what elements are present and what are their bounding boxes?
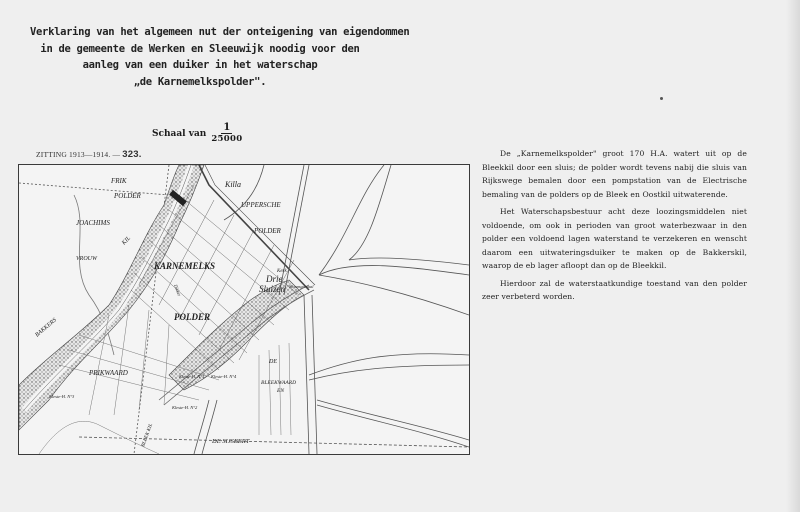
scale-label: Schaal van (152, 128, 207, 139)
sijsbert-boundary (79, 437, 469, 447)
map-drawing (19, 165, 469, 454)
bleek-kil-south (194, 400, 217, 454)
map-label-drie: Drie (266, 274, 283, 284)
page-gutter-shadow (786, 0, 800, 512)
session-reference (36, 149, 142, 160)
session-number: 323. (122, 149, 142, 160)
paragraph: Hierdoor zal de waterstaatkundige toestand van den polder zeer verbeterd worden. (482, 278, 747, 301)
scale-fraction (211, 122, 242, 145)
map-label-uppersche-polder: POLDER (254, 227, 281, 235)
map-label-polder: POLDER (174, 312, 210, 322)
map-label-prikwaard: PRIKWAARD (89, 369, 128, 377)
title-line: Verklaring van het algemeen nut der onteigening van eigendommen (30, 26, 410, 38)
map-label-vrouw: VROUW (76, 256, 97, 262)
map-label-frik-polder: POLDER (114, 192, 141, 200)
scale-denominator: 25000 (211, 134, 243, 144)
title-line: aanleg van een duiker in het waterschap (82, 59, 318, 71)
map-label-frik: FRIK (111, 177, 127, 185)
map-scale (152, 122, 242, 145)
map-label-kil: KIL (121, 235, 133, 247)
scale-numerator: 1 (223, 122, 231, 133)
title-line: „de Karnemelkspolder". (133, 75, 267, 88)
map-label-bleek-kil: BLEEK KIL (141, 423, 155, 448)
map-label-sluizen: Sluizen (259, 284, 285, 294)
map-label-sijsbert: DE SIJSBERT (212, 438, 250, 445)
explanation-text (482, 147, 747, 308)
map-label-kleste-1: Kleste-H. N°1 (179, 374, 205, 379)
map-label-stoomgemaal: Stoomgemaal (289, 284, 314, 289)
paragraph: De „Karnemelkspolder" groot 170 H.A. watert uit op de Bleekkil door een sluis; de polder wordt tevens nabij die sluis van Rijkswege bemalen door een pompstation van de Electrische bemaling van de polders op de Bleek en Oostkil uitwaterende. (482, 149, 747, 199)
session-label: ZITTING 1913—1914. — (36, 150, 121, 159)
paragraph: Het Waterschapsbestuur acht deze loozingsmiddelen niet voldoende, om ook in perioden van groot waterbezwaar in den polder een voldoend lagen waterstand te verzekeren en wenscht daarom een uitwateringsduiker te maken op de Bakkerskil, waarop de eb lager afloopt dan op de Bleekkil. (482, 207, 747, 270)
paper-speck (660, 97, 663, 100)
document-title (30, 24, 410, 90)
map-label-kleste-4: Kleste-H. N°4 (211, 374, 237, 379)
map-label-karnemelks: KARNEMELKS (154, 261, 216, 271)
canal (224, 165, 264, 220)
map-label-killa: Killa (225, 180, 242, 189)
map-label-uppersche: UPPERSCHE (241, 201, 281, 209)
map-label-de: DE (269, 359, 277, 365)
title-line: in de gemeente de Werken en Sleeuwijk noodig voor den (40, 42, 360, 55)
map-label-kerk: Kerk (277, 269, 287, 274)
map-label-bleekwaard: BLEEKWAARD (261, 380, 297, 386)
map-label-bakkers: BAKKERS (34, 317, 58, 339)
dashed-boundary (19, 165, 169, 454)
map-label-kleste-3: Kleste-H. N°3 (49, 394, 75, 399)
map-label-bleekwaard-en: EN (277, 388, 285, 394)
polder-map (18, 164, 470, 455)
river-oostkil (319, 165, 469, 275)
map-label-joachims: JOACHIMS (76, 219, 110, 227)
map-label-dikker: Dikker (173, 283, 182, 297)
map-label-kleste-2: Kleste-H. N°2 (172, 405, 198, 410)
